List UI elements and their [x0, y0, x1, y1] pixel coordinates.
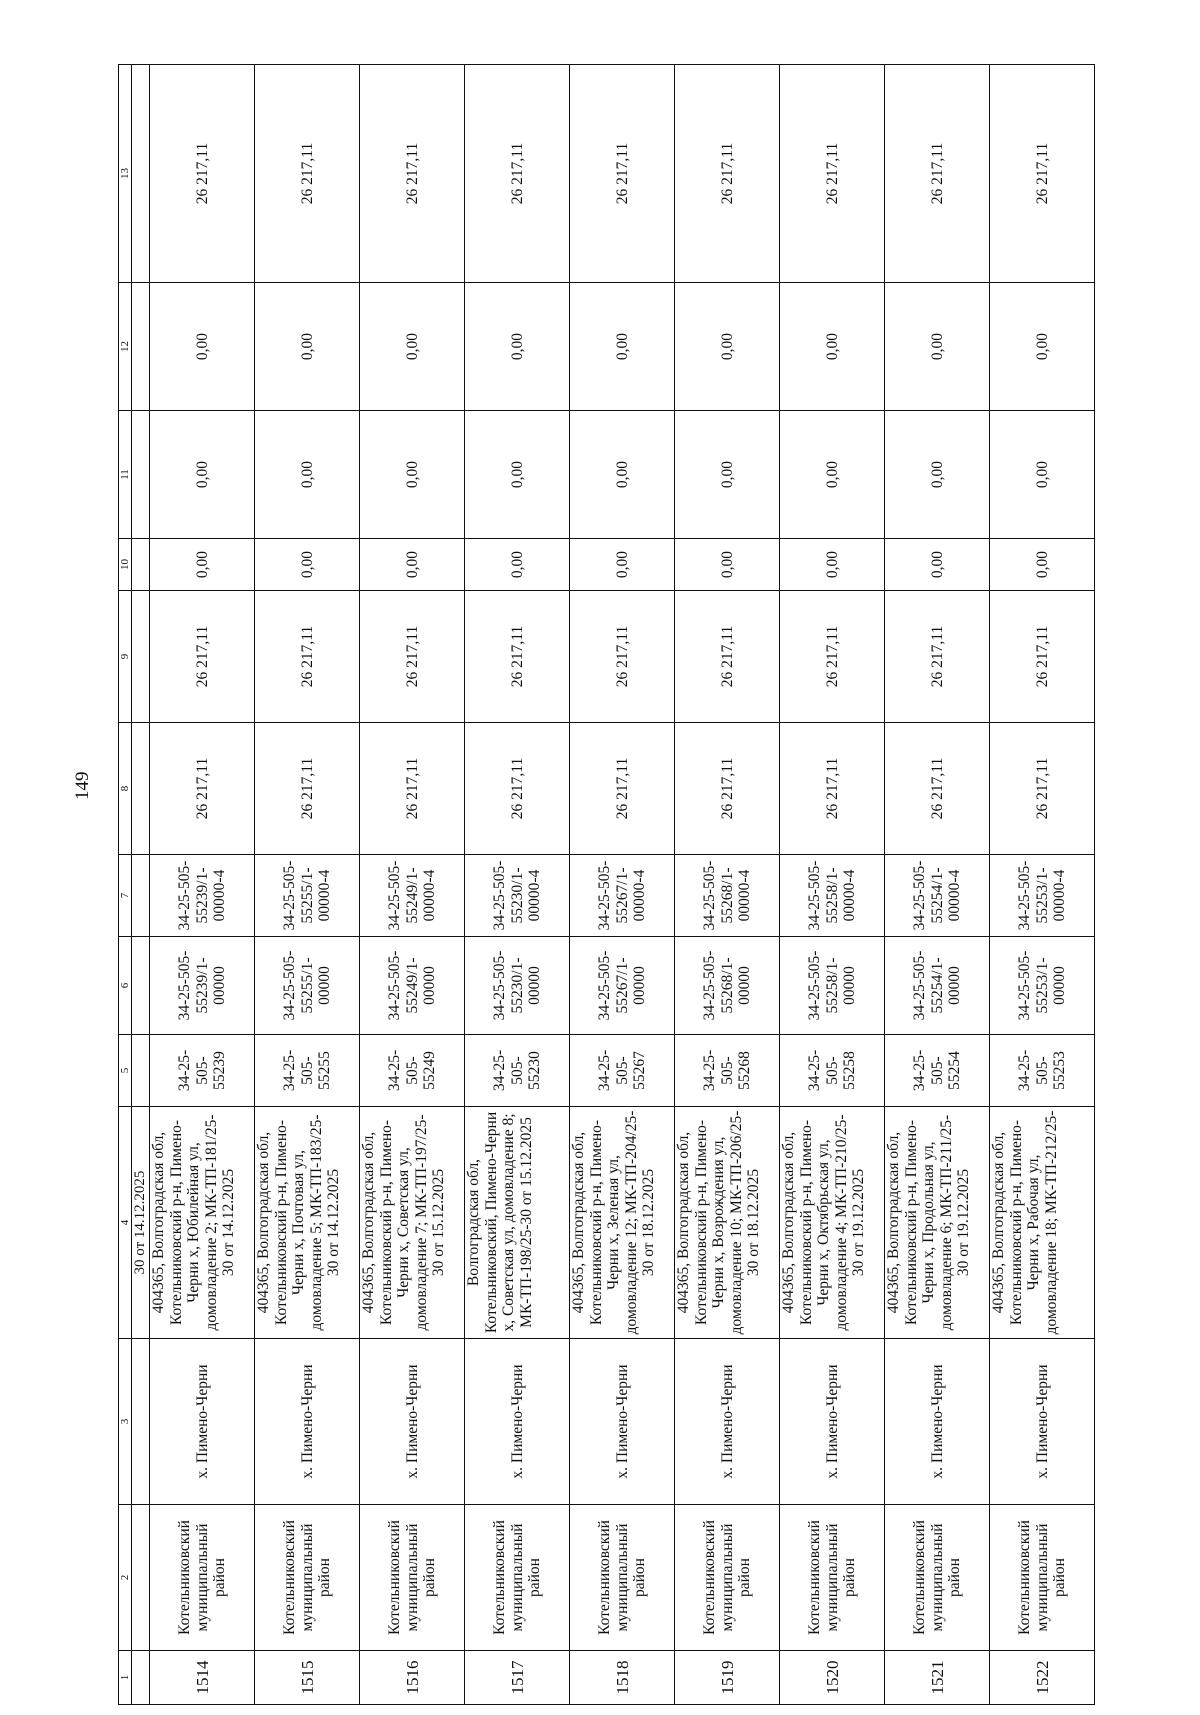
cadastral-cell: 34-25-505-55230: [465, 1035, 570, 1107]
col-header-3: 3: [119, 1339, 132, 1505]
amount-cell-9: 26 217,11: [150, 591, 255, 723]
cadastral-cell: 34-25-505-55249: [360, 1035, 465, 1107]
continuation-row: [132, 65, 150, 1705]
table-row: [885, 65, 990, 1705]
amount-cell-13: 26 217,11: [570, 65, 675, 283]
object-code-cell: 34-25-505-55255/1-00000-4: [255, 855, 360, 937]
amount-cell-9: 26 217,11: [360, 591, 465, 723]
amount-cell-12: 0,00: [990, 283, 1095, 411]
amount-cell-13: 26 217,11: [360, 65, 465, 283]
row-number: 1514: [150, 1651, 255, 1705]
amount-cell-9: 26 217,11: [465, 591, 570, 723]
row-number: 1516: [360, 1651, 465, 1705]
amount-cell-11: 0,00: [990, 411, 1095, 539]
col-header-12: 12: [119, 283, 132, 411]
address-cell: 404365, Волгоградская обл, Котельниковский р-н, Пимено-Черни х, Возрождения ул, домовладение 10; МК-ТП-206/25-30 от 18.12.2025: [675, 1107, 780, 1339]
object-id-cell: 34-25-505-55255/1-00000: [255, 937, 360, 1035]
district-cell: Котельниковский муниципальный район: [675, 1505, 780, 1651]
address-cell: 404365, Волгоградская обл, Котельниковский р-н, Пимено-Черни х, Зеленая ул, домовладение 12; МК-ТП-204/25-30 от 18.12.2025: [570, 1107, 675, 1339]
amount-cell-8: 26 217,11: [570, 723, 675, 855]
object-code-cell: 34-25-505-55254/1-00000-4: [885, 855, 990, 937]
object-code-cell: 34-25-505-55258/1-00000-4: [780, 855, 885, 937]
address-cell: 404365, Волгоградская обл, Котельниковский р-н, Пимено-Черни х, Советская ул, домовладение 7; МК-ТП-197/25-30 от 15.12.2025: [360, 1107, 465, 1339]
district-cell: Котельниковский муниципальный район: [255, 1505, 360, 1651]
amount-cell-11: 0,00: [150, 411, 255, 539]
object-id-cell: 34-25-505-55258/1-00000: [780, 937, 885, 1035]
settlement-cell: х. Пимено-Черни: [990, 1339, 1095, 1505]
amount-cell-10: 0,00: [570, 539, 675, 591]
amount-cell-10: 0,00: [885, 539, 990, 591]
table-row: [255, 65, 360, 1705]
col-header-10: 10: [119, 539, 132, 591]
amount-cell-12: 0,00: [885, 283, 990, 411]
settlement-cell: х. Пимено-Черни: [780, 1339, 885, 1505]
table-row: [990, 65, 1095, 1705]
object-code-cell: 34-25-505-55253/1-00000-4: [990, 855, 1095, 937]
amount-cell-9: 26 217,11: [885, 591, 990, 723]
amount-cell-9: 26 217,11: [990, 591, 1095, 723]
amount-cell-8: 26 217,11: [255, 723, 360, 855]
amount-cell-9: 26 217,11: [570, 591, 675, 723]
row-number: 1521: [885, 1651, 990, 1705]
amount-cell-13: 26 217,11: [255, 65, 360, 283]
amount-cell-8: 26 217,11: [990, 723, 1095, 855]
page-number: 149: [72, 771, 93, 800]
address-cell: 404365, Волгоградская обл, Котельниковский р-н, Пимено-Черни х, Октябрьская ул, домовладение 4; МК-ТП-210/25-30 от 19.12.2025: [780, 1107, 885, 1339]
amount-cell-9: 26 217,11: [675, 591, 780, 723]
district-cell: Котельниковский муниципальный район: [990, 1505, 1095, 1651]
amount-cell-8: 26 217,11: [780, 723, 885, 855]
amount-cell-11: 0,00: [780, 411, 885, 539]
amount-cell-8: 26 217,11: [465, 723, 570, 855]
object-code-cell: 34-25-505-55249/1-00000-4: [360, 855, 465, 937]
row-number: 1519: [675, 1651, 780, 1705]
amount-cell-10: 0,00: [780, 539, 885, 591]
district-cell: Котельниковский муниципальный район: [150, 1505, 255, 1651]
amount-cell-10: 0,00: [255, 539, 360, 591]
amount-cell-10: 0,00: [150, 539, 255, 591]
rotated-table-wrapper: [118, 65, 1080, 1705]
address-cell: Волгоградская обл, Котельниковский, Пимено-Черни х, Советская ул, домовладение 8; МК-ТП-198/25-30 от 15.12.2025: [465, 1107, 570, 1339]
col-header-6: 6: [119, 937, 132, 1035]
object-code-cell: 34-25-505-55230/1-00000-4: [465, 855, 570, 937]
amount-cell-8: 26 217,11: [150, 723, 255, 855]
object-id-cell: 34-25-505-55230/1-00000: [465, 937, 570, 1035]
col-header-1: 1: [119, 1651, 132, 1705]
amount-cell-9: 26 217,11: [780, 591, 885, 723]
amount-cell-10: 0,00: [360, 539, 465, 591]
cadastral-cell: 34-25-505-55254: [885, 1035, 990, 1107]
amount-cell-8: 26 217,11: [360, 723, 465, 855]
amount-cell-13: 26 217,11: [465, 65, 570, 283]
table-row: [780, 65, 885, 1705]
cadastral-cell: 34-25-505-55253: [990, 1035, 1095, 1107]
district-cell: Котельниковский муниципальный район: [360, 1505, 465, 1651]
cadastral-cell: 34-25-505-55255: [255, 1035, 360, 1107]
amount-cell-13: 26 217,11: [990, 65, 1095, 283]
amount-cell-12: 0,00: [465, 283, 570, 411]
object-code-cell: 34-25-505-55268/1-00000-4: [675, 855, 780, 937]
amount-cell-13: 26 217,11: [780, 65, 885, 283]
district-cell: Котельниковский муниципальный район: [465, 1505, 570, 1651]
table-row: [675, 65, 780, 1705]
settlement-cell: х. Пимено-Черни: [150, 1339, 255, 1505]
amount-cell-12: 0,00: [150, 283, 255, 411]
continuation-text: 30 от 14.12.2025: [132, 1107, 150, 1339]
col-header-13: 13: [119, 65, 132, 283]
district-cell: Котельниковский муниципальный район: [570, 1505, 675, 1651]
settlement-cell: х. Пимено-Черни: [885, 1339, 990, 1505]
amount-cell-10: 0,00: [465, 539, 570, 591]
amount-cell-11: 0,00: [675, 411, 780, 539]
cadastral-cell: 34-25-505-55267: [570, 1035, 675, 1107]
amount-cell-11: 0,00: [465, 411, 570, 539]
object-id-cell: 34-25-505-55268/1-00000: [675, 937, 780, 1035]
amount-cell-9: 26 217,11: [255, 591, 360, 723]
row-number: 1522: [990, 1651, 1095, 1705]
col-header-4: 4: [119, 1107, 132, 1339]
amount-cell-11: 0,00: [255, 411, 360, 539]
object-id-cell: 34-25-505-55249/1-00000: [360, 937, 465, 1035]
amount-cell-11: 0,00: [885, 411, 990, 539]
cadastral-cell: 34-25-505-55239: [150, 1035, 255, 1107]
col-header-9: 9: [119, 591, 132, 723]
amount-cell-11: 0,00: [570, 411, 675, 539]
object-id-cell: 34-25-505-55267/1-00000: [570, 937, 675, 1035]
address-cell: 404365, Волгоградская обл, Котельниковский р-н, Пимено-Черни х, Почтовая ул, домовладение 5; МК-ТП-183/25-30 от 14.12.2025: [255, 1107, 360, 1339]
table-row: [570, 65, 675, 1705]
settlement-cell: х. Пимено-Черни: [255, 1339, 360, 1505]
amount-cell-12: 0,00: [780, 283, 885, 411]
amount-cell-8: 26 217,11: [675, 723, 780, 855]
col-header-11: 11: [119, 411, 132, 539]
col-header-8: 8: [119, 723, 132, 855]
amount-cell-13: 26 217,11: [675, 65, 780, 283]
settlement-cell: х. Пимено-Черни: [360, 1339, 465, 1505]
object-id-cell: 34-25-505-55254/1-00000: [885, 937, 990, 1035]
district-cell: Котельниковский муниципальный район: [780, 1505, 885, 1651]
cadastral-cell: 34-25-505-55268: [675, 1035, 780, 1107]
table-row: [465, 65, 570, 1705]
amount-cell-10: 0,00: [675, 539, 780, 591]
amount-cell-8: 26 217,11: [885, 723, 990, 855]
col-header-2: 2: [119, 1505, 132, 1651]
settlement-cell: х. Пимено-Черни: [675, 1339, 780, 1505]
amount-cell-12: 0,00: [255, 283, 360, 411]
district-cell: Котельниковский муниципальный район: [885, 1505, 990, 1651]
table-row: [150, 65, 255, 1705]
object-id-cell: 34-25-505-55253/1-00000: [990, 937, 1095, 1035]
amount-cell-12: 0,00: [675, 283, 780, 411]
col-header-7: 7: [119, 855, 132, 937]
address-cell: 404365, Волгоградская обл, Котельниковский р-н, Пимено-Черни х, Юбилейная ул, домовладение 2; МК-ТП-181/25-30 от 14.12.2025: [150, 1107, 255, 1339]
row-number: 1520: [780, 1651, 885, 1705]
amount-cell-12: 0,00: [360, 283, 465, 411]
row-number: 1517: [465, 1651, 570, 1705]
object-code-cell: 34-25-505-55239/1-00000-4: [150, 855, 255, 937]
table-row: [360, 65, 465, 1705]
amount-cell-13: 26 217,11: [150, 65, 255, 283]
address-cell: 404365, Волгоградская обл, Котельниковский р-н, Пимено-Черни х, Рабочая ул, домовладение 18; МК-ТП-212/25-: [990, 1107, 1095, 1339]
object-id-cell: 34-25-505-55239/1-00000: [150, 937, 255, 1035]
row-number: 1518: [570, 1651, 675, 1705]
data-table: [118, 64, 1095, 1705]
amount-cell-10: 0,00: [990, 539, 1095, 591]
settlement-cell: х. Пимено-Черни: [465, 1339, 570, 1505]
address-cell: 404365, Волгоградская обл, Котельниковский р-н, Пимено-Черни х, Продольная ул, домовладение 6; МК-ТП-211/25-30 от 19.12.2025: [885, 1107, 990, 1339]
cadastral-cell: 34-25-505-55258: [780, 1035, 885, 1107]
amount-cell-12: 0,00: [570, 283, 675, 411]
amount-cell-11: 0,00: [360, 411, 465, 539]
col-header-5: 5: [119, 1035, 132, 1107]
row-number: 1515: [255, 1651, 360, 1705]
object-code-cell: 34-25-505-55267/1-00000-4: [570, 855, 675, 937]
column-number-header: [119, 65, 132, 1705]
settlement-cell: х. Пимено-Черни: [570, 1339, 675, 1505]
amount-cell-13: 26 217,11: [885, 65, 990, 283]
